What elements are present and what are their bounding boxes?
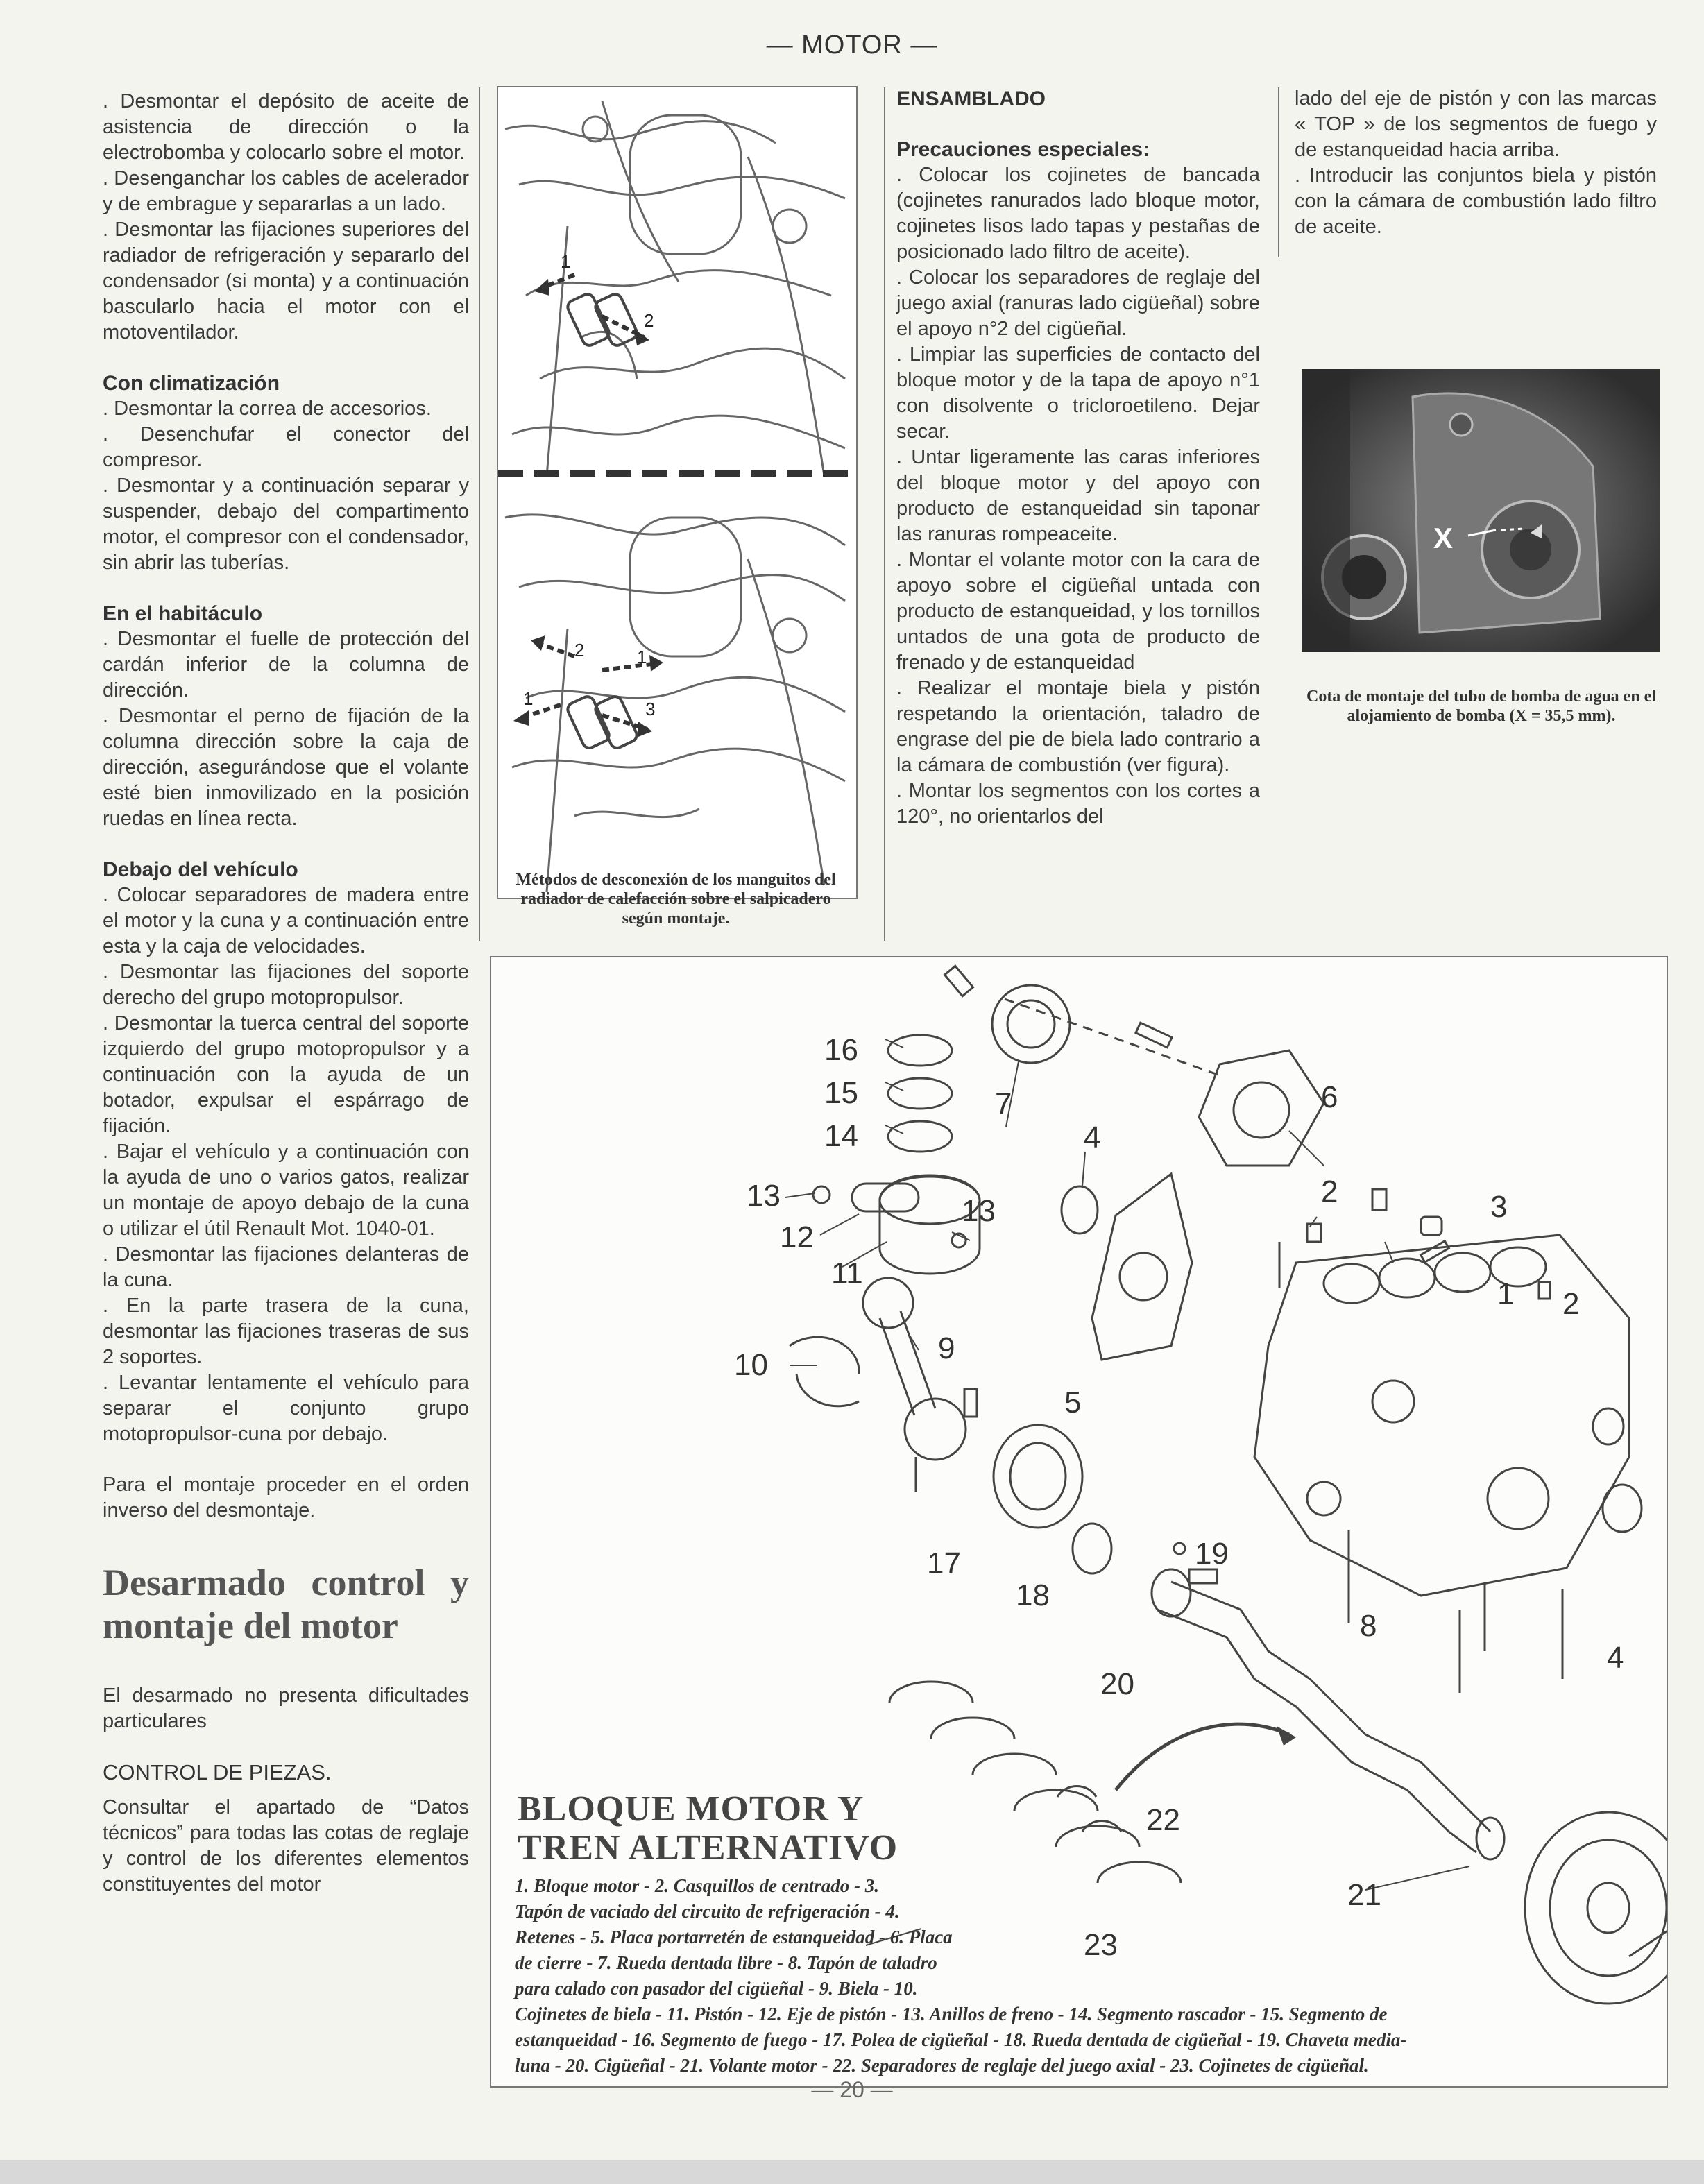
part-number: 19 xyxy=(1195,1537,1229,1571)
legend-line: luna - 20. Cigüeñal - 21. Volante motor - 22. Separadores de reglaje del juego axial - 23. Cojinetes de cigüeñal. xyxy=(515,2055,1369,2076)
paragraph: . Desmontar el perno de fijación de la columna dirección sobre la caja de dirección, asegurándose que el volante esté bien inmovilizado en la posición ruedas en línea recta. xyxy=(103,705,469,830)
paragraph: . Untar ligeramente las caras inferiores del bloque motor y del apoyo con producto de estanqueidad sin taponar las ranuras rompeaceite. xyxy=(896,446,1260,545)
subheading-debajo-vehiculo: Debajo del vehículo xyxy=(103,858,298,881)
part-number: 5 xyxy=(1064,1385,1082,1419)
paragraph: . Levantar lentamente el vehículo para separar el conjunto grupo motopropulsor-cuna por debajo. xyxy=(103,1372,469,1445)
part-number: 9 xyxy=(938,1331,955,1365)
part-number: 10 xyxy=(734,1348,768,1382)
section-heading-ensamblado: ENSAMBLADO xyxy=(896,87,1046,110)
legend-line: para calado con pasador del cigüeñal - 9. Biela - 10. xyxy=(515,1978,918,1999)
exploded-view-title xyxy=(518,1790,898,1868)
legend-line: Cojinetes de biela - 11. Pistón - 12. Eje de pistón - 13. Anillos de freno - 14. Segmento rascador - 15. Segmento de xyxy=(515,2004,1388,2024)
paragraph: . Desmontar la correa de accesorios. xyxy=(103,398,432,420)
paragraph: El desarmado no presenta dificultades particulares xyxy=(103,1684,469,1732)
title-line: TREN ALTERNATIVO xyxy=(518,1828,898,1868)
column-left xyxy=(103,89,469,1897)
callout-label: 1 xyxy=(523,688,534,709)
paragraph: . Desmontar el depósito de aceite de asistencia de dirección o la electrobomba y colocarlo sobre el motor. xyxy=(103,90,469,164)
column-divider xyxy=(1278,87,1279,257)
scan-edge xyxy=(0,2160,1704,2184)
part-number: 8 xyxy=(1360,1609,1377,1643)
subheading-control-piezas: CONTROL DE PIEZAS. xyxy=(103,1760,332,1784)
part-number: 2 xyxy=(1562,1287,1580,1321)
subheading-climatizacion: Con climatización xyxy=(103,372,280,395)
column-ensamblado xyxy=(896,86,1260,830)
part-number: 23 xyxy=(1084,1928,1118,1962)
photo-water-pump-tube xyxy=(1302,369,1660,652)
paragraph: . Colocar los cojinetes de bancada (cojinetes ranurados lado bloque motor, cojinetes lisos lado tapas y pestañas de posicionado lado filtro de aceite). xyxy=(896,164,1260,263)
paragraph: lado del eje de pistón y con las marcas « TOP » de los segmentos de fuego y de estanqueidad hacia arriba. xyxy=(1295,87,1657,161)
paragraph: Consultar el apartado de “Datos técnicos” para todas las cotas de reglaje y control de los diferentes elementos constituyentes del motor xyxy=(103,1796,469,1895)
title-line: BLOQUE MOTOR Y xyxy=(518,1789,864,1829)
paragraph: . Desmontar la tuerca central del soporte izquierdo del grupo motopropulsor y a continuación con la ayuda de un botador, expulsar el espárrago de fijación. xyxy=(103,1012,469,1137)
photo-caption: Cota de montaje del tubo de bomba de agua en el alojamiento de bomba (X = 35,5 mm). xyxy=(1306,688,1656,725)
water-pump-photo xyxy=(1302,369,1660,652)
paragraph: . Desmontar y a continuación separar y suspender, debajo del compartimento motor, el compresor con el condensador, sin abrir las tuberías. xyxy=(103,475,469,574)
paragraph: . Montar el volante motor con la cara de apoyo sobre el cigüeñal untada con producto de estanqueidad, y los tornillos untados de una gota de producto de frenado y de estanqueidad xyxy=(896,549,1260,674)
paragraph: . Desenchufar el conector del compresor. xyxy=(103,423,469,471)
part-number: 2 xyxy=(1321,1175,1338,1209)
part-number: 3 xyxy=(1490,1190,1508,1224)
subheading-precauciones: Precauciones especiales: xyxy=(896,138,1150,161)
section-title: Desarmado control y montaje del motor xyxy=(103,1562,469,1646)
part-number: 12 xyxy=(780,1220,814,1254)
part-number: 13 xyxy=(962,1194,996,1228)
paragraph: . En la parte trasera de la cuna, desmontar las fijaciones traseras de sus 2 soportes. xyxy=(103,1295,469,1368)
part-number: 22 xyxy=(1146,1803,1180,1837)
part-number: 4 xyxy=(1607,1641,1624,1675)
part-number: 14 xyxy=(824,1119,858,1153)
part-number: 4 xyxy=(1084,1120,1101,1154)
part-number: 17 xyxy=(927,1546,961,1580)
page-number: — 20 — xyxy=(811,2077,893,2102)
legend-line: Retenes - 5. Placa portarretén de estanqueidad - 6. Placa xyxy=(515,1927,953,1947)
legend-line: 1. Bloque motor - 2. Casquillos de centrado - 3. xyxy=(515,1875,880,1896)
paragraph: . Desmontar las fijaciones del soporte derecho del grupo motopropulsor. xyxy=(103,961,469,1009)
paragraph: . Desenganchar los cables de acelerador y de embrague y separarlas a un lado. xyxy=(103,167,469,215)
part-number: 20 xyxy=(1100,1667,1134,1701)
column-divider xyxy=(479,87,480,941)
paragraph: . Colocar separadores de madera entre el motor y la cuna y a continuación entre esta y la caja de velocidades. xyxy=(103,884,469,957)
figure-caption: Métodos de desconexión de los manguitos del radiador de calefacción sobre el salpicadero según montaje. xyxy=(516,871,836,928)
paragraph: . Desmontar las fijaciones superiores del radiador de refrigeración y separarlo del condensador (si monta) y a continuación bascularlo hacia el motor con el motoventilador. xyxy=(103,219,469,343)
paragraph: . Limpiar las superficies de contacto del bloque motor y de la tapa de apoyo n°1 con disolvente o tricloroetileno. Dejar secar. xyxy=(896,343,1260,443)
paragraph: . Colocar los separadores de reglaje del juego axial (ranuras lado cigüeñal) sobre el apoyo n°2 del cigüeñal. xyxy=(896,266,1260,340)
page-header: — MOTOR — xyxy=(766,31,938,60)
photo-label-x: X xyxy=(1433,522,1454,554)
callout-label: 1 xyxy=(561,251,571,272)
part-number: 13 xyxy=(747,1179,781,1213)
legend-line: Tapón de vaciado del circuito de refrigeración - 4. xyxy=(515,1901,900,1922)
column-right xyxy=(1295,86,1657,240)
part-number: 11 xyxy=(831,1256,863,1290)
part-number: 21 xyxy=(1347,1878,1381,1912)
callout-label: 2 xyxy=(574,640,585,660)
hose-diagram-illustration xyxy=(498,87,856,898)
paragraph: . Introducir las conjuntos biela y pistón con la cámara de combustión lado filtro de aceite. xyxy=(1295,164,1657,238)
callout-label: 2 xyxy=(644,310,654,331)
paragraph: . Desmontar las fijaciones delanteras de la cuna. xyxy=(103,1243,469,1291)
part-number: 15 xyxy=(824,1076,858,1110)
part-number: 7 xyxy=(995,1087,1012,1121)
paragraph: . Realizar el montaje biela y pistón respetando la orientación, taladro de engrase del pie de biela lado contrario a la cámara de combustión (ver figura). xyxy=(896,677,1260,776)
column-divider xyxy=(884,87,885,941)
exploded-view-legend xyxy=(515,1873,1625,2079)
figure-hose-disconnection xyxy=(497,86,858,899)
paragraph: Para el montaje proceder en el orden inverso del desmontaje. xyxy=(103,1474,469,1521)
callout-label: 1 xyxy=(637,647,647,667)
callout-label: 3 xyxy=(645,699,656,719)
paragraph: . Bajar el vehículo y a continuación con la ayuda de uno o varios gatos, realizar un montaje de apoyo debajo de la cuna o utilizar el útil Renault Mot. 1040-01. xyxy=(103,1141,469,1240)
legend-line: de cierre - 7. Rueda dentada libre - 8. Tapón de taladro xyxy=(515,1952,937,1973)
part-number: 6 xyxy=(1321,1080,1338,1114)
paragraph: . Montar los segmentos con los cortes a 120°, no orientarlos del xyxy=(896,780,1260,828)
part-number: 1 xyxy=(1497,1277,1515,1311)
subheading-habitaculo: En el habitáculo xyxy=(103,602,263,625)
part-number: 18 xyxy=(1016,1578,1050,1612)
paragraph: . Desmontar el fuelle de protección del cardán inferior de la columna de dirección. xyxy=(103,628,469,701)
part-number: 16 xyxy=(824,1033,858,1067)
legend-line: estanqueidad - 16. Segmento de fuego - 17. Polea de cigüeñal - 18. Rueda dentada de cigüeñal - 19. Chaveta media- xyxy=(515,2029,1407,2050)
